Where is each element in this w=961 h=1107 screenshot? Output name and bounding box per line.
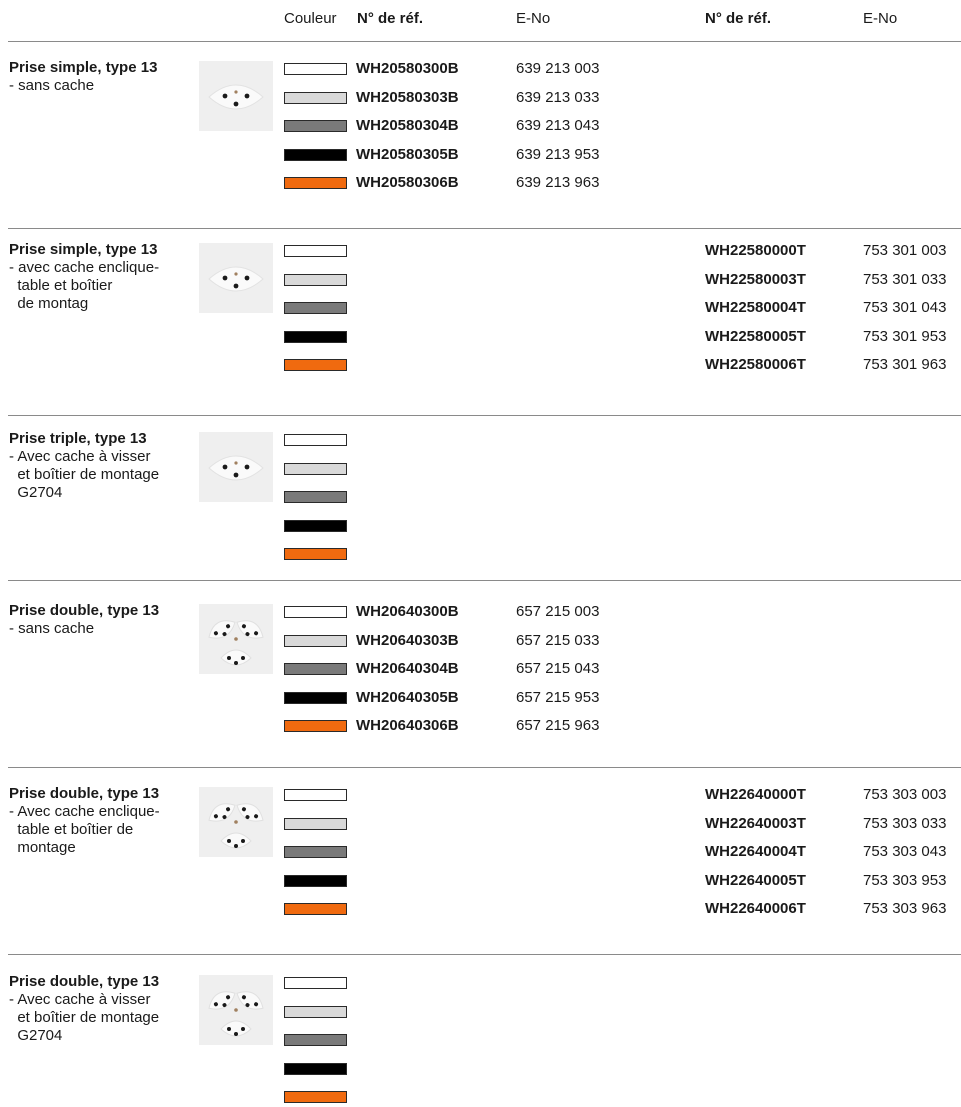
e-number: 753 303 953: [863, 872, 947, 889]
reference-number: WH22640006T: [705, 900, 806, 917]
reference-number: WH22580005T: [705, 328, 806, 345]
reference-number: WH20580304B: [356, 117, 459, 134]
e-number: 657 215 003: [516, 603, 600, 620]
e-number: 753 301 963: [863, 356, 947, 373]
e-number: 639 213 963: [516, 174, 600, 191]
reference-number: WH20640305B: [356, 689, 459, 706]
e-number: 657 215 953: [516, 689, 600, 706]
e-number: 657 215 963: [516, 717, 600, 734]
e-number: 639 213 043: [516, 117, 600, 134]
table-row: [0, 116, 961, 136]
table-row: [0, 459, 961, 479]
product-description: - sans cache: [9, 620, 95, 637]
color-swatch: [284, 331, 347, 343]
table-row: [0, 659, 961, 679]
table-row: [0, 145, 961, 165]
table-row: [0, 871, 961, 891]
header-eno-2: E-No: [863, 10, 898, 27]
table-row: [0, 973, 961, 993]
color-swatch: [284, 789, 347, 801]
product-title: Prise simple, type 13: [9, 241, 158, 258]
product-description: - sans cache: [9, 77, 95, 94]
product-description: - Avec cache enclique- table et boîtier de montage: [9, 803, 160, 856]
color-swatch: [284, 274, 347, 286]
table-row: [0, 1087, 961, 1107]
product-title: Prise double, type 13: [9, 785, 160, 802]
header-couleur: Couleur: [284, 10, 337, 27]
reference-number: WH20640300B: [356, 603, 459, 620]
reference-number: WH20580303B: [356, 89, 459, 106]
table-row: [0, 430, 961, 450]
color-swatch: [284, 177, 347, 189]
color-swatch: [284, 548, 347, 560]
color-swatch: [284, 606, 347, 618]
color-swatch: [284, 302, 347, 314]
header-ref-1: N° de réf.: [357, 10, 424, 27]
e-number: 657 215 033: [516, 632, 600, 649]
color-swatch: [284, 903, 347, 915]
color-swatch: [284, 491, 347, 503]
color-swatch: [284, 977, 347, 989]
header-eno-1: E-No: [516, 10, 551, 27]
table-row: [0, 241, 961, 261]
color-swatch: [284, 359, 347, 371]
reference-number: WH22640000T: [705, 786, 806, 803]
color-swatch: [284, 63, 347, 75]
table-row: [0, 631, 961, 651]
reference-number: WH22580006T: [705, 356, 806, 373]
table-row: [0, 899, 961, 919]
color-swatch: [284, 720, 347, 732]
section-divider: [8, 41, 961, 42]
product-title: Prise triple, type 13: [9, 430, 147, 447]
reference-number: WH22640003T: [705, 815, 806, 832]
section-divider: [8, 767, 961, 768]
table-row: [0, 59, 961, 79]
table-row: [0, 842, 961, 862]
reference-number: WH22580000T: [705, 242, 806, 259]
table-row: [0, 1059, 961, 1079]
reference-number: WH20580300B: [356, 60, 459, 77]
e-number: 753 301 043: [863, 299, 947, 316]
header-ref-2: N° de réf.: [705, 10, 772, 27]
reference-number: WH20640306B: [356, 717, 459, 734]
reference-number: WH20580305B: [356, 146, 459, 163]
table-row: [0, 487, 961, 507]
product-title: Prise simple, type 13: [9, 59, 158, 76]
table-row: [0, 544, 961, 564]
section-divider: [8, 954, 961, 955]
e-number: 639 213 003: [516, 60, 600, 77]
e-number: 753 301 033: [863, 271, 947, 288]
section-divider: [8, 228, 961, 229]
color-swatch: [284, 245, 347, 257]
color-swatch: [284, 875, 347, 887]
color-swatch: [284, 1006, 347, 1018]
color-swatch: [284, 663, 347, 675]
e-number: 639 213 953: [516, 146, 600, 163]
color-swatch: [284, 92, 347, 104]
reference-number: WH22640005T: [705, 872, 806, 889]
product-description: - avec cache enclique- table et boîtier de montag: [9, 259, 160, 312]
color-swatch: [284, 149, 347, 161]
reference-number: WH20640304B: [356, 660, 459, 677]
product-title: Prise double, type 13: [9, 973, 160, 990]
color-swatch: [284, 635, 347, 647]
table-row: [0, 270, 961, 290]
product-description: - Avec cache à visser et boîtier de montage G2704: [9, 991, 160, 1044]
product-description: - Avec cache à visser et boîtier de montage G2704: [9, 448, 160, 501]
reference-number: WH22580003T: [705, 271, 806, 288]
reference-number: WH20580306B: [356, 174, 459, 191]
e-number: 753 303 963: [863, 900, 947, 917]
e-number: 753 303 003: [863, 786, 947, 803]
e-number: 753 301 953: [863, 328, 947, 345]
color-swatch: [284, 520, 347, 532]
color-swatch: [284, 1091, 347, 1103]
table-row: [0, 88, 961, 108]
table-row: [0, 1030, 961, 1050]
color-swatch: [284, 846, 347, 858]
table-row: [0, 173, 961, 193]
table-row: [0, 785, 961, 805]
table-row: [0, 298, 961, 318]
section-divider: [8, 580, 961, 581]
reference-number: WH22580004T: [705, 299, 806, 316]
table-row: [0, 602, 961, 622]
color-swatch: [284, 818, 347, 830]
e-number: 753 301 003: [863, 242, 947, 259]
table-row: [0, 355, 961, 375]
table-row: [0, 814, 961, 834]
section-divider: [8, 415, 961, 416]
table-row: [0, 716, 961, 736]
table-row: [0, 1002, 961, 1022]
color-swatch: [284, 1063, 347, 1075]
e-number: 657 215 043: [516, 660, 600, 677]
color-swatch: [284, 434, 347, 446]
product-title: Prise double, type 13: [9, 602, 160, 619]
e-number: 753 303 043: [863, 843, 947, 860]
e-number: 753 303 033: [863, 815, 947, 832]
reference-number: WH22640004T: [705, 843, 806, 860]
color-swatch: [284, 463, 347, 475]
color-swatch: [284, 1034, 347, 1046]
table-row: [0, 327, 961, 347]
table-row: [0, 688, 961, 708]
reference-number: WH20640303B: [356, 632, 459, 649]
table-row: [0, 516, 961, 536]
color-swatch: [284, 692, 347, 704]
color-swatch: [284, 120, 347, 132]
e-number: 639 213 033: [516, 89, 600, 106]
